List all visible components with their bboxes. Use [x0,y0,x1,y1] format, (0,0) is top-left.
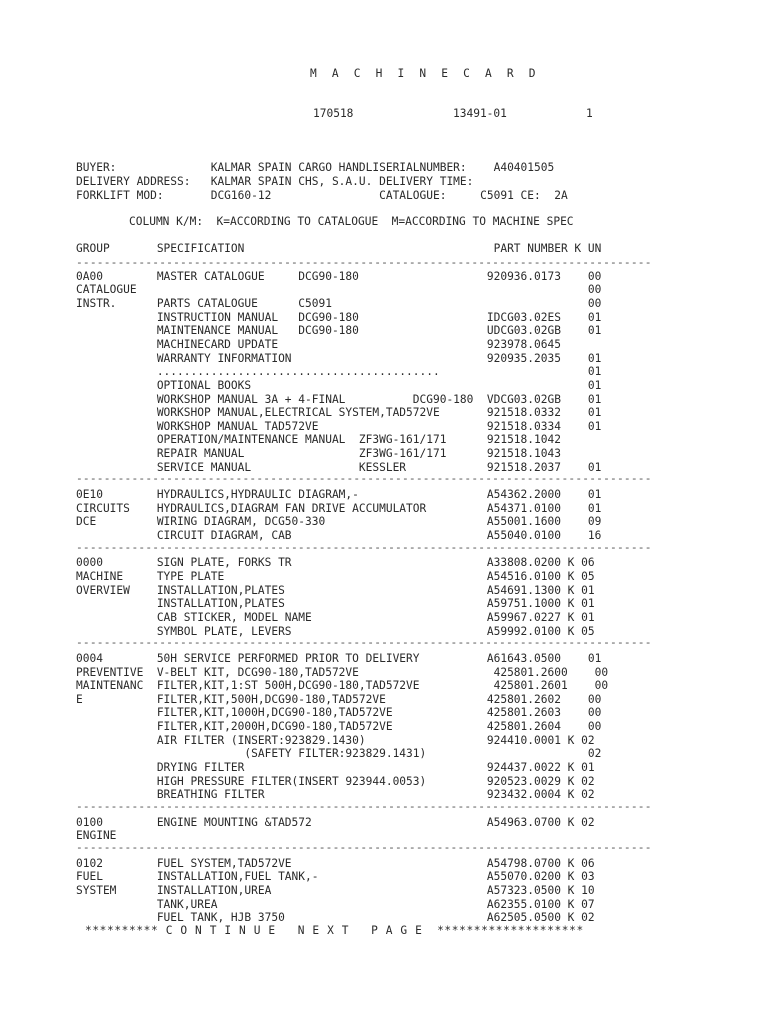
table-row: DRYING FILTER 924437.0022 K 01 [76,761,595,774]
machine-number: 13491-01 [453,107,507,120]
table-row: FILTER,KIT,1000H,DCG90-180,TAD572VE 425801.2603 00 [76,706,602,720]
section-separator: ----------------------------------------------------------------------------------- [76,840,652,854]
continue-next-page: ********** C O N T I N U E N E X T P A G E ******************** [85,924,584,937]
section-separator: ----------------------------------------------------------------------------------- [76,800,652,813]
table-header: GROUP SPECIFICATION PART NUMBER K UN [76,242,602,255]
table-row: 0102 FUEL SYSTEM,TAD572VE A54798.0700 K 06 [76,856,595,870]
table-row: CIRCUIT DIAGRAM, CAB A55040.0100 16 [76,529,602,542]
table-row: MACHINECARD UPDATE 923978.0645 [76,337,561,351]
table-row: 0000 SIGN PLATE, FORKS TR A33808.0200 K 06 [76,556,595,570]
table-row: INSTALLATION,PLATES A59751.1000 K 01 [76,597,595,611]
buyer-row: BUYER: KALMAR SPAIN CARGO HANDLISERIALNUMBER: A40401505 [76,161,555,174]
table-row: E FILTER,KIT,500H,DCG90-180,TAD572VE 425801.2602 00 [76,692,602,706]
table-row: MACHINE TYPE PLATE A54516.0100 K 05 [76,569,595,583]
table-row: TANK,UREA A62355.0100 K 07 [76,897,595,911]
date-field: 170518 [313,107,354,120]
table-row: 0E10 HYDRAULICS,HYDRAULIC DIAGRAM,- A54362.2000 01 [76,488,602,501]
table-row: INSTR. PARTS CATALOGUE C5091 00 [76,296,602,310]
forklift-row: FORKLIFT MOD: DCG160-12 CATALOGUE: C5091 CE: 2A [76,189,568,202]
table-row: OPERATION/MAINTENANCE MANUAL ZF3WG-161/171 921518.1042 [76,433,561,447]
delivery-row: DELIVERY ADDRESS: KALMAR SPAIN CHS, S.A.U. DELIVERY TIME: [76,175,474,188]
table-row: FUEL INSTALLATION,FUEL TANK,- A55070.0200 K 03 [76,870,595,884]
table-row: OPTIONAL BOOKS 01 [76,378,602,392]
page-number: 1 [586,107,593,120]
table-row: AIR FILTER (INSERT:923829.1430) 924410.0001 K 02 [76,733,595,747]
column-note: COLUMN K/M: K=ACCORDING TO CATALOGUE M=ACCORDING TO MACHINE SPEC [129,215,574,228]
section-separator: ----------------------------------------------------------------------------------- [76,472,652,486]
table-row: HIGH PRESSURE FILTER(INSERT 923944.0053) 920523.0029 K 02 [76,774,595,788]
table-row: PREVENTIVE V-BELT KIT, DCG90-180,TAD572VE 425801.2600 00 [76,665,609,679]
section-separator: ----------------------------------------------------------------------------------- [76,636,652,650]
section-separator: ----------------------------------------------------------------------------------- [76,540,652,554]
table-row: SYSTEM INSTALLATION,UREA A57323.0500 K 10 [76,883,595,897]
table-row: MAINTENANC FILTER,KIT,1:ST 500H,DCG90-180,TAD572VE 425801.2601 00 [76,679,609,693]
table-row: SYMBOL PLATE, LEVERS A59992.0100 K 05 [76,624,595,638]
table-row: .......................................... 01 [76,365,602,379]
table-row: CAB STICKER, MODEL NAME A59967.0227 K 01 [76,610,595,624]
table-row: OVERVIEW INSTALLATION,PLATES A54691.1300 K 01 [76,583,595,597]
table-row: FILTER,KIT,2000H,DCG90-180,TAD572VE 425801.2604 00 [76,720,602,734]
table-row: DCE WIRING DIAGRAM, DCG50-330 A55001.1600 09 [76,515,602,529]
table-row: (SAFETY FILTER:923829.1431) 02 [76,747,602,761]
table-row: WORKSHOP MANUAL,ELECTRICAL SYSTEM,TAD572VE 921518.0332 01 [76,406,602,420]
table-row: REPAIR MANUAL ZF3WG-161/171 921518.1043 [76,447,561,461]
table-row: ENGINE [76,829,117,843]
table-row: 0004 50H SERVICE PERFORMED PRIOR TO DELIVERY A61643.0500 01 [76,651,602,665]
table-row: WARRANTY INFORMATION 920935.2035 01 [76,351,602,365]
document-title: M A C H I N E C A R D [310,67,540,80]
table-row: INSTRUCTION MANUAL DCG90-180 IDCG03.02ES 01 [76,310,602,324]
table-row: BREATHING FILTER 923432.0004 K 02 [76,788,595,802]
table-row: WORKSHOP MANUAL TAD572VE 921518.0334 01 [76,419,602,433]
table-row: SERVICE MANUAL KESSLER 921518.2037 01 [76,460,602,474]
section-separator: ----------------------------------------------------------------------------------- [76,256,652,269]
table-row: CATALOGUE 00 [76,283,602,297]
table-row: MAINTENANCE MANUAL DCG90-180 UDCG03.02GB 01 [76,324,602,338]
table-row: CIRCUITS HYDRAULICS,DIAGRAM FAN DRIVE ACCUMULATOR A54371.0100 01 [76,501,602,515]
table-row: WORKSHOP MANUAL 3A + 4-FINAL DCG90-180 VDCG03.02GB 01 [76,392,602,406]
table-row: FUEL TANK, HJB 3750 A62505.0500 K 02 [76,911,595,925]
table-row: 0A00 MASTER CATALOGUE DCG90-180 920936.0173 00 [76,269,602,283]
table-row: 0100 ENGINE MOUNTING &TAD572 A54963.0700 K 02 [76,815,595,829]
